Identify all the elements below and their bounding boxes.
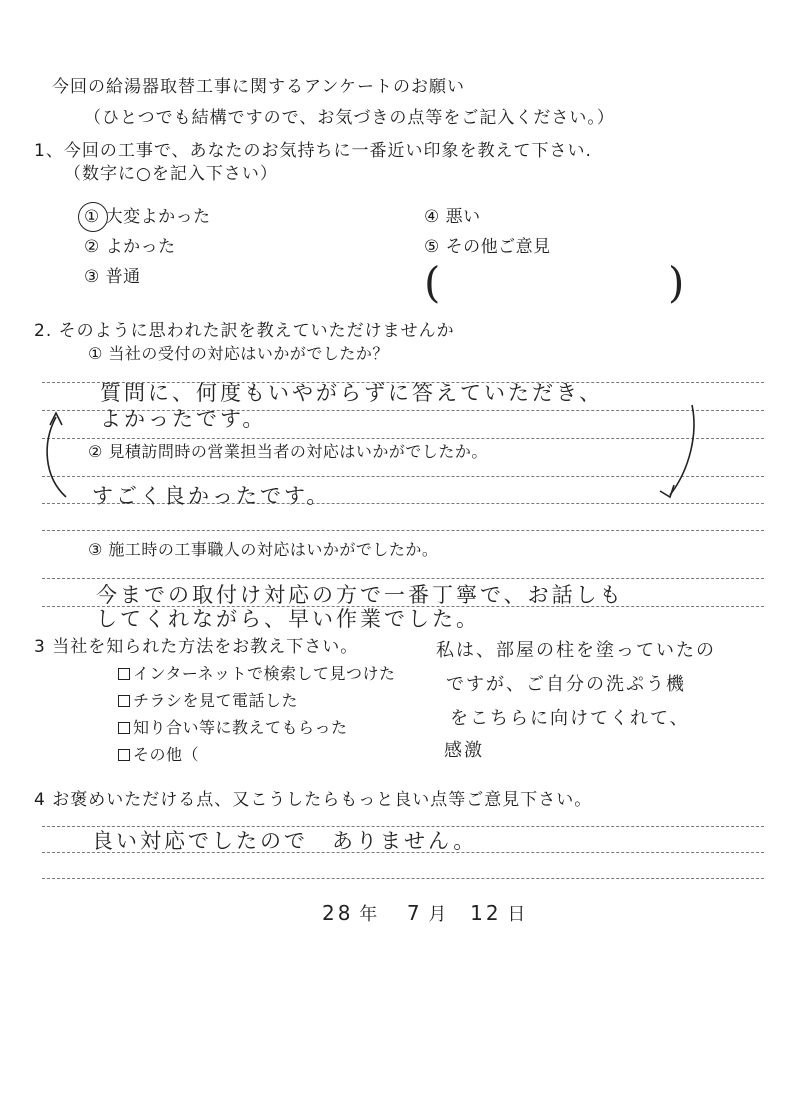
q1-option-5: ⑤ その他ご意見	[424, 237, 551, 257]
date-month: 7	[406, 901, 423, 925]
q1-option-3: ③ 普通	[84, 267, 141, 287]
answer-2-2: すごく良かったです。	[92, 484, 331, 508]
left-paren: (	[424, 258, 441, 307]
q3-note-line-4: 感激	[444, 740, 484, 761]
date-day: 12	[470, 901, 502, 925]
q3-option-3-label: 知り合い等に教えてもらった	[133, 718, 348, 737]
q2-sub-1: ① 当社の受付の対応はいかがでしたか？	[88, 344, 389, 363]
answer-4: 良い対応でしたので ありません。	[92, 829, 478, 853]
q1-option-4: ④ 悪い	[424, 207, 481, 227]
question-2-label: 2. そのように思われた訳を教えていただけませんか	[34, 321, 455, 341]
response-date	[322, 900, 525, 926]
date-month-unit: 月	[428, 904, 447, 925]
right-paren: )	[668, 258, 685, 307]
q3-option-1	[118, 664, 396, 684]
date-year: 28	[322, 901, 354, 925]
q3-note-line-3: をこちらに向けてくれて、	[450, 708, 690, 729]
survey-title: 今回の給湯器取替工事に関するアンケートのお願い	[52, 77, 465, 97]
answer-2-3-line-2: してくれながら、早い作業でした。	[96, 607, 480, 631]
q2-sub-2: ② 見積訪問時の営業担当者の対応はいかがでしたか。	[88, 442, 488, 461]
q3-option-2-label: チラシを見て電話した	[133, 691, 299, 710]
q2-sub-3: ③ 施工時の工事職人の対応はいかがでしたか。	[88, 540, 439, 559]
q3-note-line-2: ですが、ご自分の洗ぷう機	[446, 674, 686, 695]
answer-2-3-line-1: 今までの取付け対応の方で一番丁寧で、お話しも	[96, 583, 624, 607]
date-day-unit: 日	[507, 904, 526, 925]
q3-option-2	[118, 691, 298, 711]
q1-option-1: ① 大変よかった	[84, 207, 211, 227]
date-year-unit: 年	[359, 904, 378, 925]
question-1-instruction: （数字に○を記入下さい）	[64, 164, 278, 184]
q1-option-2: ② よかった	[84, 237, 176, 257]
checkbox-icon	[118, 749, 130, 761]
checkbox-icon	[118, 668, 130, 680]
handwritten-arrows	[30, 395, 730, 515]
q3-option-4	[118, 745, 199, 765]
checkbox-icon	[118, 695, 130, 707]
q3-option-1-label: インターネットで検索して見つけた	[133, 664, 396, 683]
survey-subtitle: （ひとつでも結構ですので、お気づきの点等をご記入ください。）	[84, 108, 615, 128]
question-1-label: 1、今回の工事で、あなたのお気持ちに一番近い印象を教えて下さい.	[34, 141, 592, 161]
q3-option-4-label: その他（	[133, 745, 200, 764]
q3-note-line-1: 私は、部屋の柱を塗っていたの	[436, 640, 716, 661]
answer-2-1-line-2: よかったです。	[100, 407, 267, 431]
answer-2-1-line-1: 質問に、何度もいやがらずに答えていただき、	[100, 381, 604, 405]
q3-option-3	[118, 718, 348, 738]
question-4-label: 4 お褒めいただける点、又こうしたらもっと良い点等ご意見下さい。	[34, 790, 593, 810]
checkbox-icon	[118, 722, 130, 734]
question-3-label: 3 当社を知られた方法をお教え下さい。	[34, 637, 359, 657]
